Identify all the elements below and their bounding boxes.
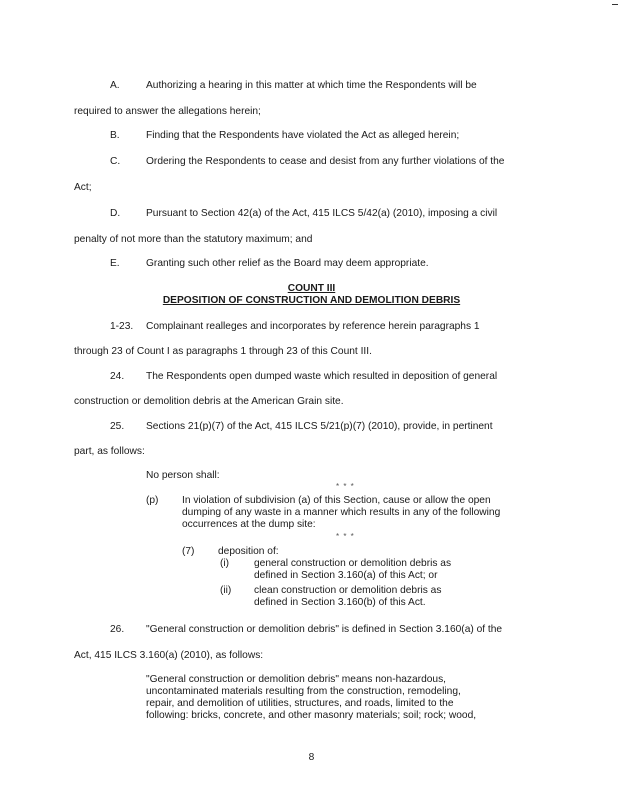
para-1-23-number: 1-23. bbox=[110, 321, 134, 332]
subsection-p-text: In violation of subdivision (a) of this Section, cause or allow the open bbox=[182, 495, 491, 506]
relief-c-text: Ordering the Respondents to cease and desist from any further violations of the bbox=[146, 156, 505, 167]
ellipsis-marker: * * * bbox=[336, 532, 355, 541]
definition-quote-line: "General construction or demolition debris" means non-hazardous, bbox=[146, 674, 446, 685]
item-7-text: deposition of: bbox=[218, 546, 279, 557]
scan-mark bbox=[612, 4, 618, 5]
para-25-number: 25. bbox=[110, 421, 125, 432]
para-24-text: The Respondents open dumped waste which resulted in deposition of general bbox=[146, 371, 498, 382]
para-26-text-cont: Act, 415 ILCS 3.160(a) (2010), as follows: bbox=[74, 650, 264, 661]
relief-c-text-cont: Act; bbox=[74, 182, 92, 193]
para-25-text: Sections 21(p)(7) of the Act, 415 ILCS 5/21(p)(7) (2010), provide, in pertinent bbox=[146, 421, 493, 432]
relief-a-text-cont: required to answer the allegations herein; bbox=[74, 106, 261, 117]
item-ii-label: (ii) bbox=[220, 585, 232, 596]
para-1-23-text: Complainant realleges and incorporates by reference herein paragraphs 1 bbox=[146, 321, 480, 332]
quote-intro: No person shall: bbox=[146, 470, 220, 481]
item-ii-text: clean construction or demolition debris as bbox=[254, 585, 442, 596]
subsection-p-text-3: occurrences at the dump site: bbox=[182, 519, 316, 530]
subsection-p-label: (p) bbox=[146, 495, 159, 506]
count-heading: COUNT III bbox=[287, 283, 336, 294]
relief-a-text: Authorizing a hearing in this matter at which time the Respondents will be bbox=[146, 80, 477, 91]
count-title: DEPOSITION OF CONSTRUCTION AND DEMOLITION DEBRIS bbox=[162, 295, 461, 306]
para-26-text: "General construction or demolition debris" is defined in Section 3.160(a) of the bbox=[146, 624, 503, 635]
item-i-text: general construction or demolition debris as bbox=[254, 558, 452, 569]
item-7-label: (7) bbox=[182, 546, 195, 557]
relief-a-letter: A. bbox=[110, 80, 120, 91]
relief-d-letter: D. bbox=[110, 208, 121, 219]
para-24-number: 24. bbox=[110, 371, 125, 382]
definition-quote-line: repair, and demolition of utilities, structures, and roads, limited to the bbox=[146, 698, 454, 709]
para-1-23-text-cont: through 23 of Count I as paragraphs 1 through 23 of this Count III. bbox=[74, 346, 372, 357]
relief-d-text: Pursuant to Section 42(a) of the Act, 415 ILCS 5/42(a) (2010), imposing a civil bbox=[146, 208, 498, 219]
item-i-label: (i) bbox=[220, 558, 230, 569]
para-24-text-cont: construction or demolition debris at the American Grain site. bbox=[74, 396, 344, 407]
definition-quote-line: following: bricks, concrete, and other masonry materials; soil; rock; wood, bbox=[146, 710, 477, 721]
relief-d-text-cont: penalty of not more than the statutory maximum; and bbox=[74, 234, 313, 245]
subsection-p-text-2: dumping of any waste in a manner which results in any of the following bbox=[182, 507, 501, 518]
item-i-text-2: defined in Section 3.160(a) of this Act; or bbox=[254, 570, 438, 581]
relief-b-letter: B. bbox=[110, 130, 120, 141]
relief-b-text: Finding that the Respondents have violated the Act as alleged herein; bbox=[146, 130, 460, 141]
relief-e-text: Granting such other relief as the Board may deem appropriate. bbox=[146, 258, 429, 269]
page-number: 8 bbox=[308, 752, 315, 763]
ellipsis-marker: * * * bbox=[336, 482, 355, 491]
para-26-number: 26. bbox=[110, 624, 125, 635]
relief-c-letter: C. bbox=[110, 156, 121, 167]
definition-quote-line: uncontaminated materials resulting from the construction, remodeling, bbox=[146, 686, 461, 697]
item-ii-text-2: defined in Section 3.160(b) of this Act. bbox=[254, 597, 426, 608]
para-25-text-cont: part, as follows: bbox=[74, 446, 145, 457]
relief-e-letter: E. bbox=[110, 258, 120, 269]
